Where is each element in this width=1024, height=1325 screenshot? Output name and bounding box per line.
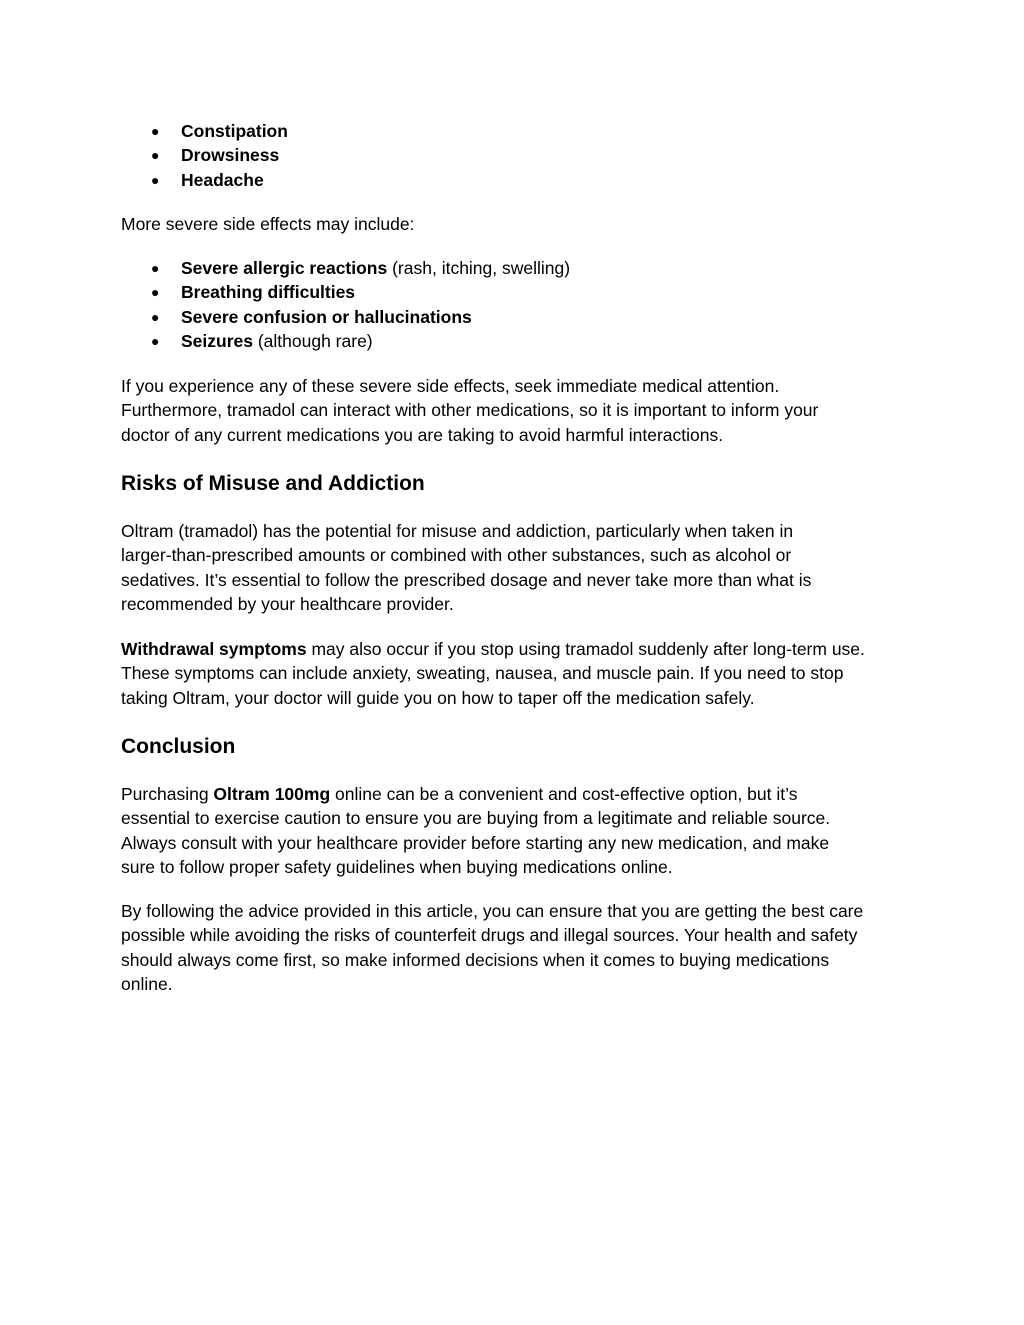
withdrawal-paragraph [121,637,911,710]
paragraph-line: By following the advice provided in this article, you can ensure that you are getting the best care [121,901,864,921]
severe-side-effects-list [121,256,570,354]
paragraph-line: If you experience any of these severe side effects, seek immediate medical attention. [121,376,780,396]
paragraph-line: Oltram (tramadol) has the potential for misuse and addiction, particularly when taken in [121,521,794,541]
paragraph-text: Purchasing [121,784,214,804]
list-item [121,329,570,353]
product-name-bold: Oltram 100mg [213,784,331,804]
conclusion-paragraph-2 [121,899,911,997]
paragraph-line [121,782,911,806]
list-item [121,119,288,143]
paragraph-line: larger-than-prescribed amounts or combined with other substances, such as alcohol or [121,545,792,566]
list-item-bold: Severe allergic reactions [181,258,388,278]
bullet-icon: ● [151,333,160,350]
bullet-icon: ● [151,147,160,164]
list-item-text: (rash, itching, swelling) [387,258,571,278]
paragraph-text: may also occur if you stop using tramadol suddenly after long-term use. [306,639,865,659]
list-item-bold: Breathing difficulties [181,282,356,303]
conclusion-paragraph-1 [121,782,911,880]
paragraph-line: These symptoms can include anxiety, sweating, nausea, and muscle pain. If you need to stop [121,663,844,684]
risks-paragraph [121,519,911,617]
paragraph-line [121,637,911,661]
paragraph-line: recommended by your healthcare provider. [121,594,454,615]
list-item [121,256,570,280]
paragraph-line: possible while avoiding the risks of counterfeit drugs and illegal sources. Your health and safety [121,925,858,946]
withdrawal-bold: Withdrawal symptoms [121,639,307,659]
paragraph-line: sedatives. It’s essential to follow the prescribed dosage and never take more than what is [121,569,812,590]
list-item [121,143,288,167]
list-item [121,305,570,329]
paragraph-line: should always come first, so make informed decisions when it comes to buying medications [121,949,830,970]
paragraph-line: taking Oltram, your doctor will guide you on how to taper off the medication safely. [121,687,755,708]
paragraph-text: online can be a convenient and cost-effective option, but it’s [330,784,798,804]
bullet-icon: ● [151,260,160,276]
risks-heading: Risks of Misuse and Addiction [121,472,425,495]
severe-effects-paragraph [121,374,911,447]
list-item-bold: Severe confusion or hallucinations [181,306,472,327]
bullet-icon: ● [151,123,160,139]
list-item-bold: Headache [181,169,264,190]
list-item-text: (although rare) [252,331,373,352]
list-item-bold: Constipation [181,121,288,141]
bullet-icon: ● [151,171,160,188]
paragraph-line: essential to exercise caution to ensure you are buying from a legitimate and reliable source. [121,808,831,829]
bullet-icon: ● [151,284,160,301]
list-item-bold: Drowsiness [181,145,280,166]
paragraph-line: sure to follow proper safety guidelines when buying medications online. [121,857,673,878]
bullet-icon: ● [151,308,160,325]
paragraph-line: doctor of any current medications you are taking to avoid harmful interactions. [121,424,724,445]
severe-intro-paragraph: More severe side effects may include: [121,214,415,234]
list-item [121,168,288,192]
list-item-bold: Seizures [181,331,253,352]
paragraph-line: Always consult with your healthcare provider before starting any new medication, and make [121,832,830,853]
conclusion-heading: Conclusion [121,735,236,758]
paragraph-line: Furthermore, tramadol can interact with other medications, so it is important to inform your [121,400,819,421]
list-item [121,280,570,304]
paragraph-line: online. [121,974,173,995]
side-effects-list [121,119,288,192]
